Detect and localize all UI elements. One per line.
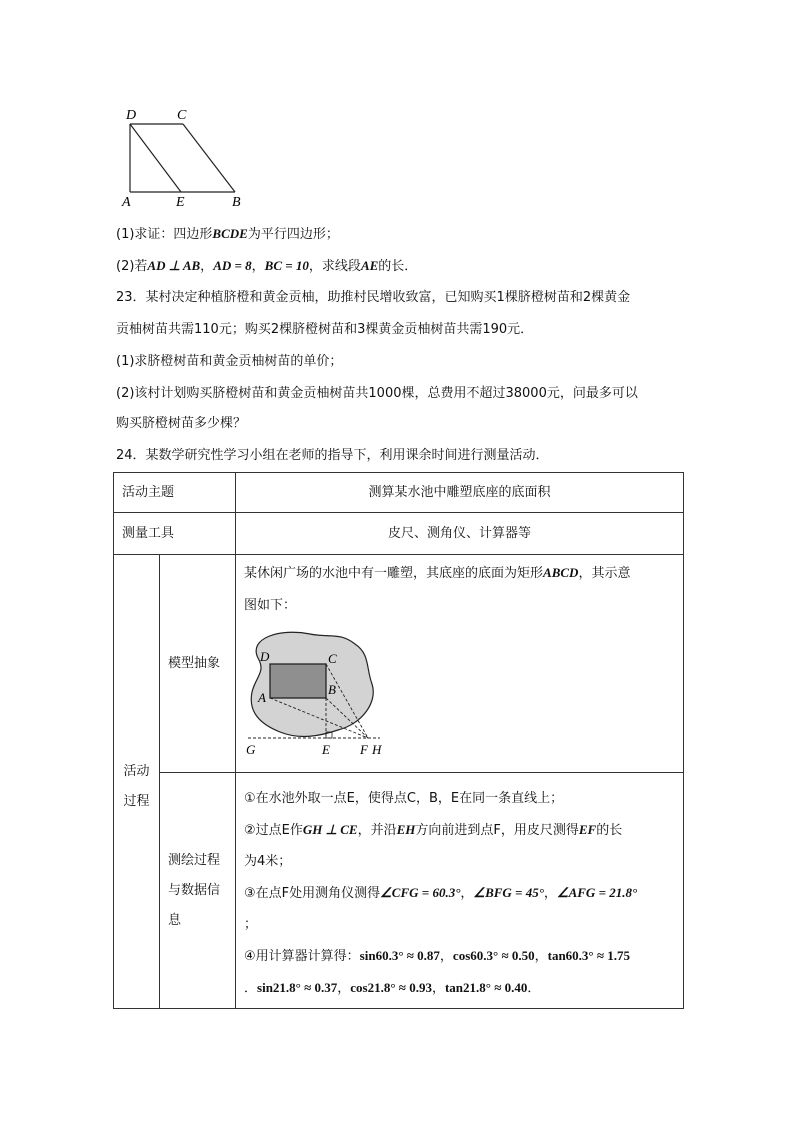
q23-line1: 23．某村决定种植脐橙和黄金贡柚，助推村民增收致富，已知购买1棵脐橙树苗和2棵黄金 [116, 290, 631, 305]
sculpture-base-rect [270, 664, 326, 698]
q23-line4: (2)该村计划购买脐橙树苗和黄金贡柚树苗共1000棵，总费用不超过38000元，问最多可以 [116, 386, 638, 401]
table-row [114, 555, 684, 773]
label-b: B [328, 682, 336, 697]
step-3-cont: ； [244, 917, 258, 932]
label-e: E [322, 742, 330, 757]
tools-value: 皮尺、测角仪、计算器等 [236, 513, 684, 555]
label-h: H [372, 742, 382, 757]
q23-line2: 贡柚树苗共需110元；购买2棵脐橙树苗和3棵黄金贡柚树苗共需190元． [116, 322, 534, 337]
q23-line5: 购买脐橙树苗多少棵？ [116, 416, 247, 431]
label-b: B [232, 195, 241, 210]
label-e: E [176, 195, 185, 210]
tools-label: 测量工具 [114, 513, 236, 555]
label-c: C [328, 651, 337, 666]
label-d: D [260, 649, 270, 664]
label-a: A [258, 690, 266, 705]
table-row [114, 513, 684, 555]
process-label: 活动 过程 [114, 555, 160, 1009]
step-3: ③在点F处用测角仪测得∠CFG = 60.3°，∠BFG = 45°，∠AFG = 21.8° [244, 885, 638, 901]
model-label: 模型抽象 [160, 555, 236, 773]
label-a: A [122, 195, 131, 210]
survey-label: 测绘过程 与数据信 息 [160, 773, 236, 1009]
step-2-cont: 为4米； [244, 854, 292, 869]
theme-label: 活动主题 [114, 473, 236, 513]
model-cell: 某休闲广场的水池中有一雕塑，其底座的底面为矩形ABCD，其示意 图如下： D C A B G E F H [236, 555, 684, 773]
parallelogram-figure [115, 100, 255, 212]
segment-de [130, 124, 181, 192]
table-row [114, 773, 684, 1009]
label-g: G [246, 742, 256, 757]
q22-part1: (1)求证：四边形BCDE为平行四边形； [116, 226, 339, 242]
survey-cell [236, 773, 684, 1009]
step-1: ①在水池外取一点E，使得点C，B，E在同一条直线上； [244, 791, 564, 806]
q24-intro: 24．某数学研究性学习小组在老师的指导下，利用课余时间进行测量活动． [116, 448, 549, 463]
label-f: F [360, 742, 368, 757]
segment-cb [183, 124, 235, 192]
label-c: C [177, 108, 187, 123]
pool-sculpture-diagram [240, 628, 400, 758]
q23-line3: (1)求脐橙树苗和黄金贡柚树苗的单价； [116, 354, 343, 369]
step-4: ④用计算器计算得：sin60.3° ≈ 0.87，cos60.3° ≈ 0.50，tan60.3° ≈ 1.75 [244, 948, 631, 964]
label-d: D [126, 108, 137, 123]
activity-table [113, 472, 684, 1009]
table-row [114, 473, 684, 513]
step-4-cont: ．sin21.8° ≈ 0.37，cos21.8° ≈ 0.93，tan21.8° ≈ 0.40． [244, 980, 541, 996]
theme-value: 测算某水池中雕塑底座的底面积 [236, 473, 684, 513]
step-2: ②过点E作GH ⊥ CE，并沿EH方向前进到点F，用皮尺测得EF的长 [244, 822, 623, 838]
q22-part2: (2)若AD ⊥ AB，AD = 8，BC = 10，求线段AE的长． [116, 258, 418, 274]
